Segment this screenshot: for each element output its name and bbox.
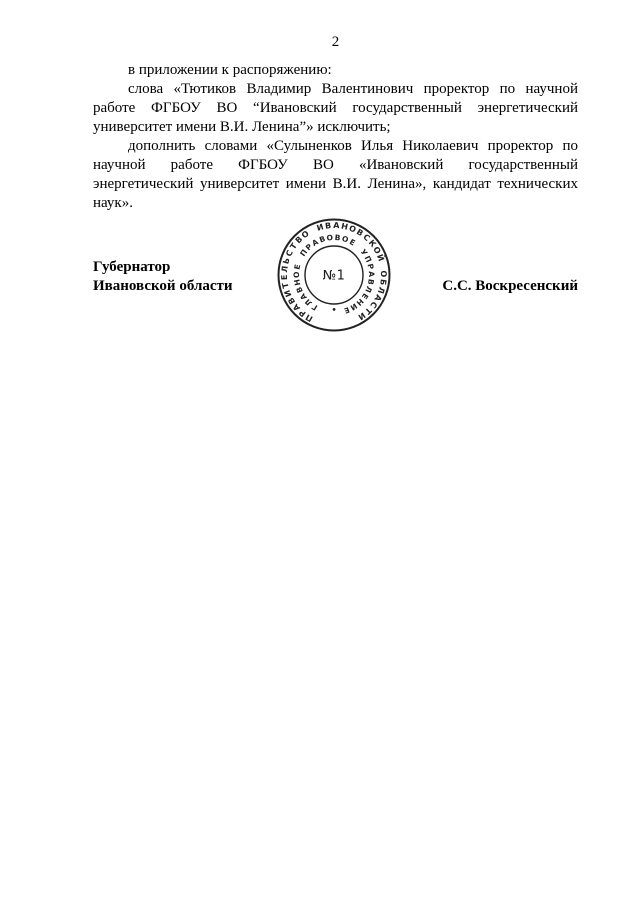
- svg-text:Л: Л: [375, 285, 387, 295]
- svg-text:А: А: [298, 291, 309, 302]
- body-line: дополнить словами «Сулыненков Илья Николаевич проректор по: [128, 138, 578, 154]
- paragraph-appendix: [93, 61, 578, 80]
- signature-name: С.С. Воскресенский: [442, 278, 578, 294]
- svg-text:Е: Е: [359, 291, 371, 301]
- svg-text:Н: Н: [354, 296, 366, 308]
- svg-text:Е: Е: [279, 274, 290, 281]
- body-line: слова «Тютиков Владимир Валентинович проректор по научной: [128, 81, 578, 97]
- body-line: работе ФГБОУ ВО “Ивановский государственный энергетический: [93, 100, 578, 116]
- svg-text:И: И: [348, 301, 359, 313]
- svg-text:Н: Н: [292, 278, 303, 287]
- stamp-separator-dot: •: [331, 305, 337, 315]
- svg-text:О: О: [347, 223, 358, 235]
- svg-text:С: С: [284, 248, 295, 258]
- svg-text:О: О: [326, 232, 334, 243]
- svg-text:К: К: [366, 238, 378, 249]
- svg-text:Т: Т: [363, 305, 374, 317]
- svg-text:Ь: Ь: [281, 256, 292, 266]
- svg-text:Л: Л: [363, 284, 375, 294]
- body-line: университет имени В.И. Ленина”» исключить;: [93, 119, 391, 135]
- svg-text:В: В: [286, 295, 298, 306]
- svg-text:И: И: [315, 222, 325, 233]
- svg-text:И: И: [356, 310, 367, 322]
- svg-text:Й: Й: [375, 253, 386, 263]
- svg-text:Е: Е: [292, 263, 303, 271]
- svg-text:Е: Е: [342, 305, 351, 316]
- page-number: 2: [331, 34, 340, 50]
- svg-text:Л: Л: [303, 297, 314, 308]
- svg-text:И: И: [282, 288, 294, 299]
- svg-text:Е: Е: [347, 237, 357, 248]
- signature-post: [93, 258, 233, 296]
- svg-text:О: О: [299, 229, 311, 241]
- svg-text:Р: Р: [303, 241, 314, 253]
- svg-text:В: В: [318, 234, 327, 245]
- svg-text:О: О: [291, 271, 302, 278]
- svg-text:В: В: [354, 227, 365, 239]
- svg-text:А: А: [372, 292, 384, 303]
- svg-text:Б: Б: [378, 278, 388, 286]
- svg-text:О: О: [371, 245, 383, 256]
- svg-text:Р: Р: [297, 307, 308, 319]
- svg-text:В: В: [324, 221, 332, 231]
- svg-text:А: А: [366, 271, 377, 278]
- signature-post-line2: Ивановской области: [93, 278, 233, 294]
- svg-text:О: О: [378, 270, 389, 278]
- svg-text:О: О: [340, 233, 350, 245]
- svg-text:Н: Н: [340, 221, 349, 232]
- svg-text:П: П: [304, 312, 315, 324]
- svg-text:Т: Т: [280, 281, 291, 290]
- svg-text:С: С: [368, 299, 379, 310]
- svg-text:С: С: [361, 232, 372, 243]
- paragraph-add: [93, 137, 578, 213]
- body-line: в приложении к распоряжению:: [128, 62, 332, 78]
- svg-text:А: А: [310, 237, 320, 248]
- svg-text:У: У: [358, 247, 370, 258]
- svg-text:В: В: [365, 278, 376, 286]
- document-body: [93, 61, 578, 213]
- svg-text:А: А: [291, 302, 303, 313]
- svg-text:В: В: [334, 232, 341, 243]
- body-line: наук».: [93, 195, 133, 211]
- svg-text:Г: Г: [310, 302, 320, 313]
- stamp-number: №1: [322, 268, 346, 284]
- body-line: энергетический университет имени В.И. Ленина», кандидат технических: [93, 176, 578, 192]
- svg-text:В: В: [294, 285, 305, 295]
- svg-text:В: В: [293, 234, 305, 246]
- signature-post-line1: Губернатор: [93, 259, 171, 275]
- svg-text:Т: Т: [288, 241, 299, 252]
- svg-text:П: П: [298, 247, 310, 259]
- svg-text:П: П: [362, 254, 374, 264]
- official-round-stamp: [277, 218, 391, 332]
- body-line: научной работе ФГБОУ ВО «Ивановский государственный: [93, 157, 578, 173]
- svg-text:А: А: [333, 220, 340, 231]
- svg-text:Л: Л: [279, 265, 290, 273]
- paragraph-exclude: [93, 80, 578, 137]
- svg-text:Р: Р: [365, 262, 376, 271]
